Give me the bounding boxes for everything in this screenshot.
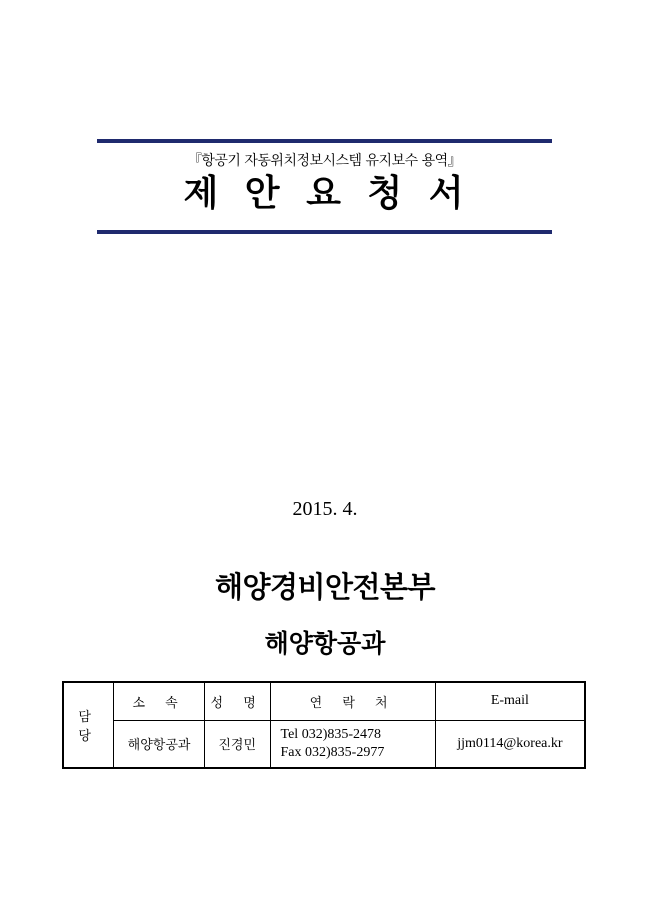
header-affiliation: 소 속: [114, 682, 205, 720]
header-email: E-mail: [435, 682, 585, 720]
contact-tel: Tel 032)835-2478: [280, 726, 382, 742]
title-box: [97, 139, 552, 234]
title-bottom-rule: [97, 230, 552, 234]
contact-row-label: 담 당: [63, 682, 114, 768]
header-contact: 연 락 처: [270, 682, 435, 720]
organization-name: 해양경비안전본부: [214, 570, 436, 604]
contact-table: [62, 681, 586, 769]
title-top-rule: [97, 139, 552, 143]
contact-email: jjm0114@korea.kr: [435, 720, 585, 768]
contact-fax: Fax 032)835-2977: [280, 744, 385, 760]
document-subtitle: 『항공기 자동위치정보시스템 유지보수 용역』: [187, 153, 462, 169]
contact-phone-cell: [270, 720, 435, 768]
department-name: 해양항공과: [264, 629, 386, 658]
document-title: 제 안 요 청 서: [183, 173, 466, 214]
header-name: 성 명: [204, 682, 270, 720]
contact-person-name: 진경민: [204, 720, 270, 768]
contact-affiliation: 해양항공과: [114, 720, 205, 768]
contact-data-row: [63, 720, 585, 768]
document-date: 2015. 4.: [292, 498, 358, 520]
contact-header-row: [63, 682, 585, 720]
